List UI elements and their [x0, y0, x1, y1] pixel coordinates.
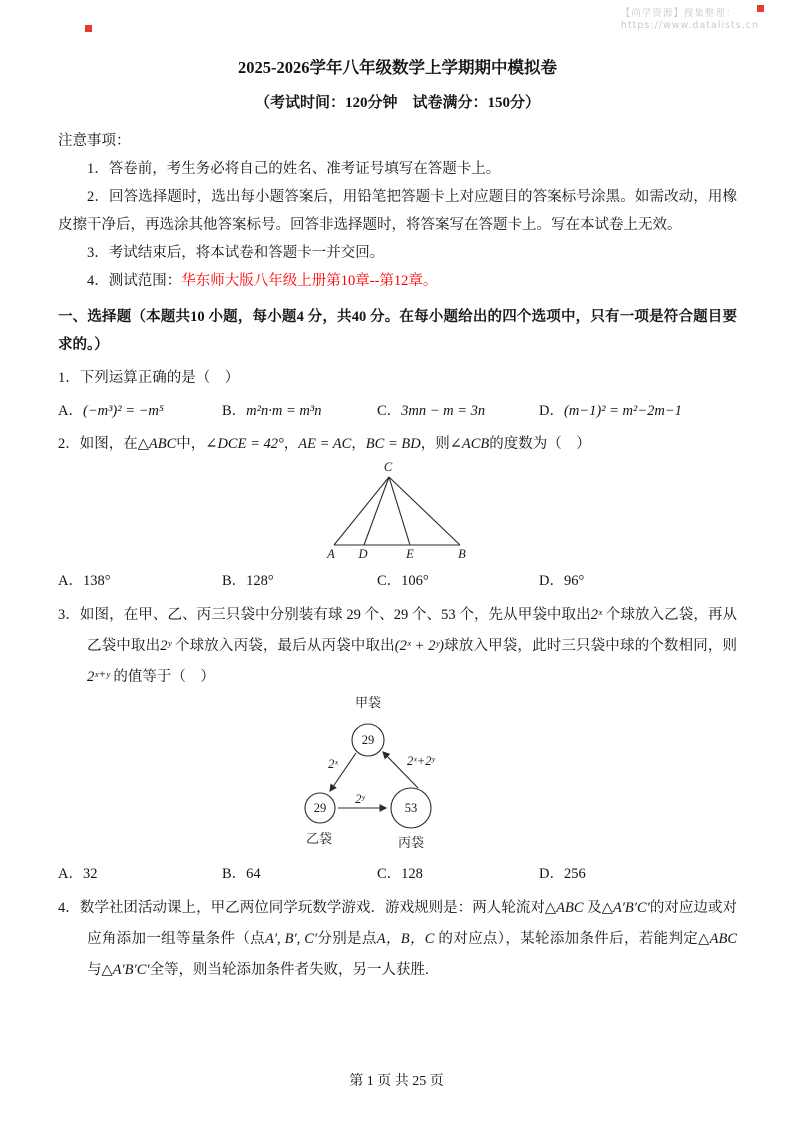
option-label: B．	[222, 573, 247, 589]
triangle-figure	[318, 460, 478, 562]
option-q1-c	[377, 397, 539, 425]
vertex-label-d: D	[357, 547, 368, 561]
arrow2-label: 2ʸ	[355, 792, 365, 806]
question-2-figure-wrap	[58, 460, 737, 562]
option-q1-d	[539, 397, 737, 425]
option-label: D．	[539, 573, 564, 589]
option-q2-d	[539, 567, 737, 595]
question-1-stem: 1．下列运算正确的是（ ）	[58, 370, 240, 386]
watermark	[621, 8, 759, 32]
option-q2-c	[377, 567, 539, 595]
section-1-heading: 一、选择题（本题共10 小题，每小题4 分，共40 分。在每小题给出的四个选项中，只有一项是符合题目要求的。）	[58, 309, 737, 353]
arrow1-label: 2ˣ	[328, 757, 338, 771]
option-math: (−m³)² = −m⁵	[82, 403, 164, 419]
option-value: 32	[82, 866, 98, 882]
option-q3-b	[222, 860, 377, 888]
arrow3-label: 2ˣ+2ʸ	[407, 754, 435, 768]
question-2-stem: 2．如图，在△ABC中，∠DCE = 42°，AE = AC，BC = BD，则∠ACB的度数为（ ）	[58, 436, 591, 452]
bag3-count: 53	[404, 801, 418, 815]
question-2-options	[58, 567, 737, 595]
page-footer: 第 1 页 共 25 页	[349, 1074, 444, 1089]
option-label: A．	[58, 573, 83, 589]
question-3-stem: 3．如图，在甲、乙、丙三只袋中分别装有球 29 个、29 个、53 个，先从甲袋中取出2ˣ 个球放入乙袋，再从乙袋中取出2ʸ 个球放入丙袋，最后从丙袋中取出(2ˣ + 2ʸ)球放入甲袋，此时三只袋中球的个数相同，则2ˣ⁺ʸ 的值等于（ ）	[58, 607, 738, 685]
option-math: (m−1)² = m²−2m−1	[563, 403, 682, 419]
watermark-url-text: https://www.datalists.cn	[620, 20, 759, 31]
notice-item-4: 4．测试范围：华东师大版八年级上册第10章--第12章。	[87, 273, 438, 289]
question-3-options	[58, 860, 737, 888]
bags-diagram	[290, 695, 505, 855]
exam-title: 2025-2026学年八年级数学上学期期中模拟卷	[238, 58, 557, 77]
option-value: 106°	[401, 573, 429, 589]
notice-item-1: 1．答卷前，考生务必将自己的姓名、准考证号填写在答题卡上。	[87, 161, 501, 177]
registration-mark-top-left	[85, 25, 92, 32]
option-math: 3mn − m = 3n	[401, 403, 486, 419]
option-q1-a	[58, 397, 222, 425]
option-label: C．	[377, 403, 402, 419]
notice-heading: 注意事项：	[58, 133, 131, 149]
option-value: 64	[246, 866, 261, 882]
option-math: m²n·m = m³n	[246, 403, 322, 419]
option-value: 128°	[246, 573, 274, 589]
question-3-figure-wrap	[58, 695, 737, 855]
option-q3-a	[58, 860, 222, 888]
option-label: C．	[377, 573, 402, 589]
option-label: D．	[539, 403, 564, 419]
option-label: A．	[58, 403, 83, 419]
bag3-label: 丙袋	[397, 835, 425, 850]
vertex-label-b: B	[457, 547, 466, 561]
bag2-label: 乙袋	[305, 831, 333, 846]
option-label: B．	[222, 866, 247, 882]
bag1-count: 29	[361, 733, 375, 747]
notice-item-3: 3．考试结束后，将本试卷和答题卡一并交回。	[87, 245, 385, 261]
option-q3-c	[377, 860, 539, 888]
bag1-label: 甲袋	[354, 695, 382, 710]
vertex-label-a: A	[326, 547, 335, 561]
question-4-stem: 4．数学社团活动课上，甲乙两位同学玩数学游戏．游戏规则是：两人轮流对△ABC 及△A′B′C′的对应边或对应角添加一组等量条件（点A′, B′, C′分别是点A，B，C 的对应点），某轮添加条件后，若能判定△ABC 与△A′B′C′全等，则当轮添加条件者失败，另一人获胜.	[58, 900, 738, 978]
option-value: 128	[401, 866, 423, 882]
question-1-options	[58, 397, 737, 425]
option-value: 138°	[82, 573, 111, 589]
option-label: B．	[222, 403, 247, 419]
vertex-label-e: E	[405, 547, 414, 561]
option-q1-b	[222, 397, 377, 425]
vertex-label-c: C	[383, 460, 392, 474]
option-label: D．	[539, 866, 564, 882]
option-value: 96°	[563, 573, 585, 589]
option-label: A．	[58, 866, 83, 882]
exam-subtitle: （考试时间：120分钟 试卷满分：150分）	[254, 95, 540, 111]
notice-item-2: 2．回答选择题时，选出每小题答案后，用铅笔把答题卡上对应题目的答案标号涂黑。如需改动，用橡皮擦干净后，再选涂其他答案标号。回答非选择题时，将答案写在答题卡上。写在本试卷上无效。	[58, 189, 737, 233]
option-q2-a	[58, 567, 222, 595]
bag2-count: 29	[313, 801, 327, 815]
option-q2-b	[222, 567, 377, 595]
option-q3-d	[539, 860, 737, 888]
option-value: 256	[563, 866, 586, 882]
watermark-source-text: 【尚学资源】搜集整理：	[620, 8, 737, 19]
option-label: C．	[377, 866, 402, 882]
